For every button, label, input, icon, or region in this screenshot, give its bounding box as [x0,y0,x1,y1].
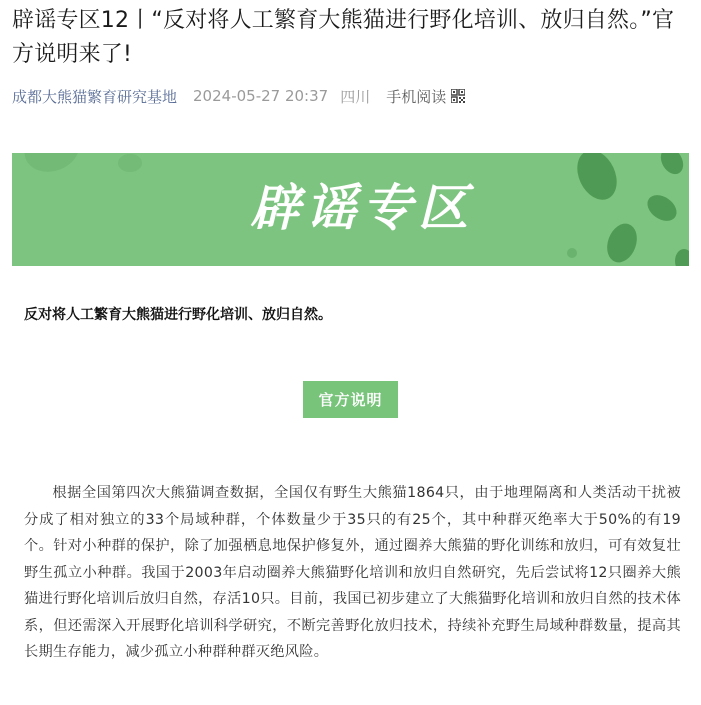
official-explanation-badge: 官方说明 [303,381,398,418]
read-on-phone-label: 手机阅读 [386,87,447,106]
read-on-phone-button[interactable] [386,86,465,107]
rumor-debunk-banner [12,153,689,266]
region-label: 四川 [340,87,371,106]
lead-statement: 反对将人工繁育大熊猫进行野化培训、放归自然。 [24,307,332,323]
article-meta [12,84,465,108]
qr-code-icon [451,89,465,103]
banner-title: 辟谣专区 [250,179,474,237]
publish-datetime: 2024-05-27 20:37 [193,87,329,105]
article-body: 根据全国第四次大熊猫调查数据，全国仅有野生大熊猫1864只，由于地理隔离和人类活动干扰被分成了相对独立的33个局域种群，个体数量少于35只的有25个，其中种群灭绝率大于50%的有19个。针对小种群的保护，除了加强栖息地保护修复外，通过圈养大熊猫的野化训练和放归，可有效复壮野生孤立小种群。我国于2003年启动圈养大熊猫野化培训和放归自然研究，先后尝试将12只圈养大熊猫进行野化培训后放归自然，存活10只。目前，我国已初步建立了大熊猫野化培训和放归自然的技术体系，但还需深入开展野化培训科学研究，不断完善野化放归技术，持续补充野生局域种群数量，提高其长期生存能力，减少孤立小种群种群灭绝风险。 [24,485,681,660]
article-title: 辟谣专区12丨“反对将人工繁育大熊猫进行野化培训、放归自然。”官方说明来了! [12,8,675,67]
account-name-link[interactable]: 成都大熊猫繁育研究基地 [12,87,178,106]
